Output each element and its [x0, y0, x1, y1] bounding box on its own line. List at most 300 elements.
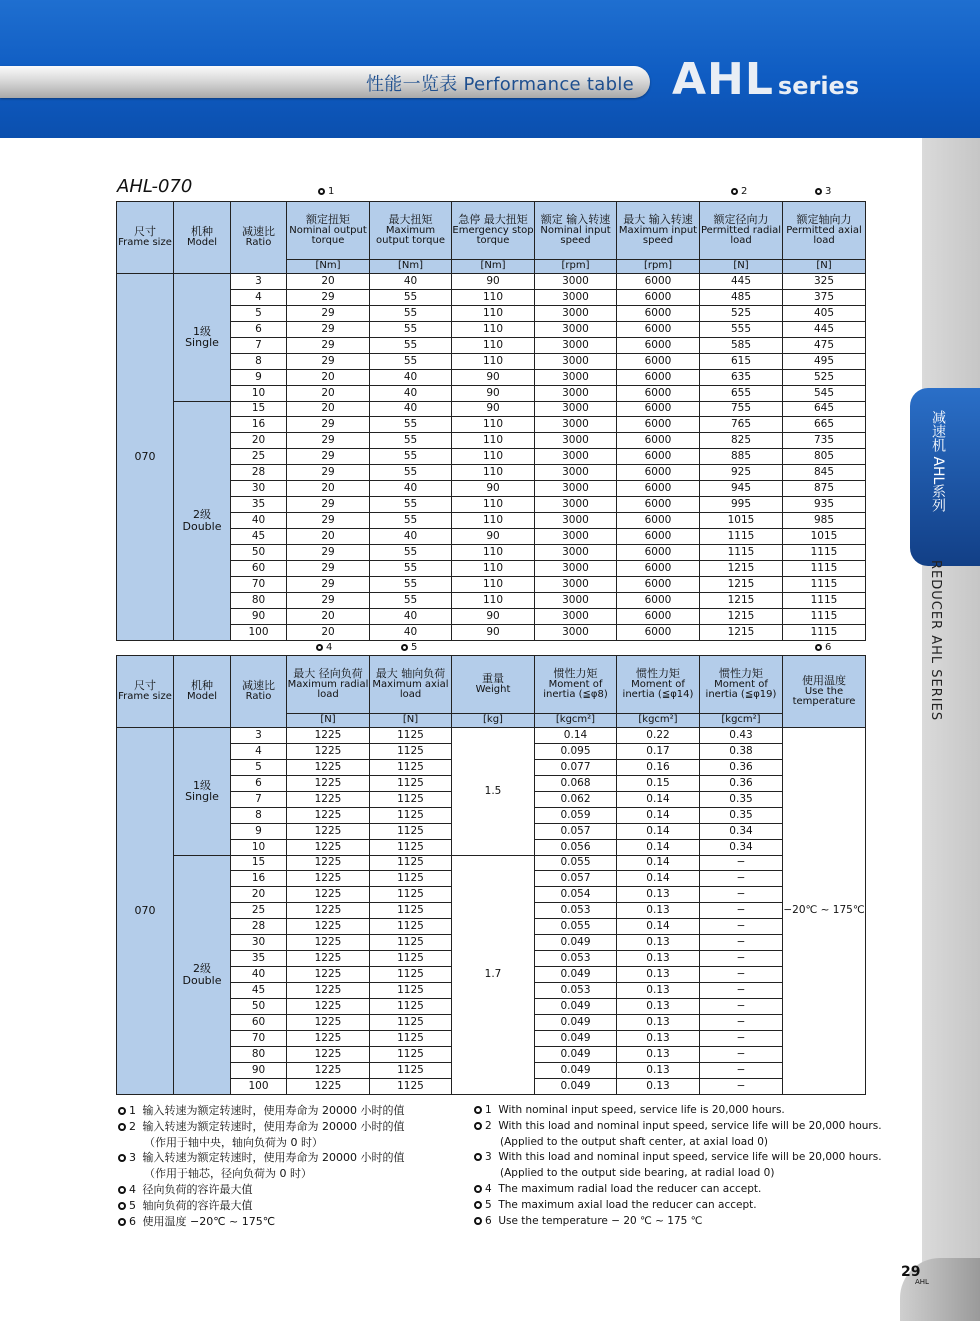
column-header-cn: 尺寸 — [134, 225, 156, 239]
table-cell: − — [700, 983, 783, 999]
table-cell: 1125 — [370, 1046, 452, 1062]
column-header — [231, 202, 287, 274]
table-cell: 29 — [287, 321, 370, 337]
table-cell: 55 — [370, 592, 452, 608]
column-header-en: Emergency stop torque — [452, 224, 534, 247]
column-unit: [N] — [370, 714, 452, 728]
table-cell: 0.057 — [535, 823, 617, 839]
column-unit: [rpm] — [535, 260, 617, 274]
table-cell: 0.049 — [535, 1062, 617, 1078]
table-cell: 0.049 — [535, 935, 617, 951]
table-cell: 6000 — [617, 481, 700, 497]
circle-icon — [118, 1154, 126, 1162]
table-cell: 935 — [783, 497, 866, 513]
table-cell: 3000 — [535, 576, 617, 592]
table-cell: 3000 — [535, 369, 617, 385]
table-cell: 10 — [231, 839, 287, 855]
table-cell: 3 — [231, 274, 287, 290]
table-cell: 100 — [231, 624, 287, 640]
weight-cell: 1.5 — [452, 728, 535, 856]
footnote-text: （作用于轴芯，径向负荷为 0 时） — [144, 1167, 312, 1181]
table-cell: 3000 — [535, 353, 617, 369]
footnote-line — [474, 1135, 882, 1151]
table-cell: 0.057 — [535, 871, 617, 887]
footnote-text: With this load and nominal input speed, service life will be 20,000 hours. — [498, 1119, 882, 1132]
column-header — [117, 202, 174, 274]
column-header — [617, 202, 700, 260]
table-cell: 28 — [231, 919, 287, 935]
column-header-en: Nominal input speed — [540, 224, 611, 247]
column-header-en: Permitted axial load — [786, 224, 862, 247]
table-cell: 0.14 — [617, 823, 700, 839]
table-cell: 1225 — [287, 1078, 370, 1094]
column-header-cn: 最大 轴向负荷 — [375, 667, 446, 681]
table-cell: 805 — [783, 449, 866, 465]
table-cell: 495 — [783, 353, 866, 369]
table-cell: 0.13 — [617, 951, 700, 967]
table-cell: 0.049 — [535, 1046, 617, 1062]
column-header-en: Moment of inertia (≦φ14) — [622, 678, 694, 701]
footnote-text: With nominal input speed, service life is 20,000 hours. — [498, 1104, 785, 1116]
table-cell: 3000 — [535, 305, 617, 321]
table-cell: 545 — [783, 385, 866, 401]
column-unit: [N] — [700, 260, 783, 274]
column-header — [535, 656, 617, 714]
frame-size-cell: 070 — [117, 274, 174, 641]
circle-icon — [474, 1217, 482, 1225]
table-cell: 445 — [700, 274, 783, 290]
table-cell: 1215 — [700, 560, 783, 576]
table-cell: 45 — [231, 529, 287, 545]
column-header-en: Ratio — [245, 237, 272, 249]
table-cell: 20 — [231, 887, 287, 903]
table-cell: 475 — [783, 337, 866, 353]
table-cell: 845 — [783, 465, 866, 481]
table-cell: 90 — [452, 385, 535, 401]
model-en: Double — [182, 973, 222, 987]
table-cell: 29 — [287, 544, 370, 560]
circle-icon — [401, 644, 408, 651]
table-cell: 1115 — [700, 544, 783, 560]
table-cell: 15 — [231, 855, 287, 871]
footnote-number: 2 — [129, 1119, 136, 1133]
table-cell: − — [700, 951, 783, 967]
table-cell: 985 — [783, 513, 866, 529]
footnote-line — [118, 1198, 404, 1214]
model-en: Single — [185, 790, 219, 804]
table-cell: 110 — [452, 576, 535, 592]
table-cell: 6000 — [617, 369, 700, 385]
table-cell: 29 — [287, 513, 370, 529]
circle-icon — [316, 644, 323, 651]
table-cell: 40 — [370, 529, 452, 545]
table-cell: 0.053 — [535, 983, 617, 999]
table-cell: 6000 — [617, 385, 700, 401]
table-cell: − — [700, 1046, 783, 1062]
footnote-marker: 2 — [731, 186, 747, 197]
table-cell: 6000 — [617, 497, 700, 513]
table-cell: 765 — [700, 417, 783, 433]
table-cell: 0.049 — [535, 998, 617, 1014]
table-cell: 0.14 — [617, 839, 700, 855]
table-cell: 6000 — [617, 513, 700, 529]
table-cell: 1125 — [370, 839, 452, 855]
column-header-cn: 惯性力矩 — [636, 667, 680, 681]
table-cell: 1125 — [370, 919, 452, 935]
footnote-text: 轴向负荷的容许最大值 — [142, 1198, 253, 1212]
table-cell: 29 — [287, 449, 370, 465]
footnote-line — [474, 1182, 882, 1198]
table-cell: 110 — [452, 433, 535, 449]
table-cell: 1125 — [370, 983, 452, 999]
table-cell: 6000 — [617, 544, 700, 560]
circle-icon — [118, 1218, 126, 1226]
table-cell: 6000 — [617, 449, 700, 465]
column-header-en: Use the temperature — [792, 685, 856, 708]
column-header-cn: 最大扭矩 — [388, 213, 433, 227]
table-cell: 1125 — [370, 871, 452, 887]
table-cell: 90 — [452, 481, 535, 497]
table-cell: 6000 — [617, 608, 700, 624]
table-cell: 1225 — [287, 903, 370, 919]
column-unit: [N] — [287, 714, 370, 728]
column-header-en: Maximum output torque — [376, 224, 445, 247]
table-cell: 40 — [370, 369, 452, 385]
table-cell: 110 — [452, 337, 535, 353]
table-cell: 29 — [287, 353, 370, 369]
table-cell: 1215 — [700, 624, 783, 640]
footnote-number: 5 — [129, 1198, 136, 1212]
column-header-cn: 重量 — [482, 672, 504, 686]
table-cell: 1125 — [370, 728, 452, 744]
table-cell: 20 — [287, 529, 370, 545]
table-cell: 0.14 — [535, 728, 617, 744]
column-unit: [Nm] — [452, 260, 535, 274]
table-cell: 110 — [452, 321, 535, 337]
table-cell: 1215 — [700, 576, 783, 592]
table-cell: 0.053 — [535, 951, 617, 967]
footnote-line — [118, 1150, 404, 1166]
table-cell: 29 — [287, 417, 370, 433]
circle-icon — [118, 1186, 126, 1194]
table-cell: 1225 — [287, 743, 370, 759]
table-cell: 1225 — [287, 759, 370, 775]
table-cell: 3000 — [535, 321, 617, 337]
weight-cell: 1.7 — [452, 855, 535, 1094]
table-cell: 0.049 — [535, 1014, 617, 1030]
table-cell: − — [700, 903, 783, 919]
table-cell: 40 — [231, 967, 287, 983]
table-cell: 1225 — [287, 1046, 370, 1062]
table-cell: 55 — [370, 465, 452, 481]
table-cell: 20 — [287, 385, 370, 401]
table-cell: 110 — [452, 513, 535, 529]
footnote-text: With this load and nominal input speed, service life will be 20,000 hours. — [498, 1151, 882, 1164]
column-header-en: Permitted radial load — [700, 224, 782, 247]
table-cell: 6 — [231, 321, 287, 337]
table-cell: 0.13 — [617, 887, 700, 903]
column-header-cn: 使用温度 — [802, 674, 846, 688]
column-header-en: Maximum input speed — [618, 224, 698, 247]
footnotes-chinese — [118, 1103, 404, 1229]
table-cell: 1125 — [370, 775, 452, 791]
table-cell: 80 — [231, 1046, 287, 1062]
table-cell: 55 — [370, 560, 452, 576]
footnote-line — [118, 1166, 404, 1182]
table-cell: 90 — [452, 624, 535, 640]
table-cell: 3000 — [535, 401, 617, 417]
table-cell: 90 — [231, 1062, 287, 1078]
table-cell: 1125 — [370, 967, 452, 983]
footnote-text: (Applied to the output shaft center, at axial load 0) — [500, 1135, 769, 1148]
table-cell: 29 — [287, 497, 370, 513]
table-cell: 80 — [231, 592, 287, 608]
side-vertical-label: REDUCER AHL SERIES — [928, 560, 943, 722]
table-cell: 0.049 — [535, 1078, 617, 1094]
table-cell: 1125 — [370, 1062, 452, 1078]
table-cell: 1015 — [700, 513, 783, 529]
footnote-number: 3 — [129, 1151, 136, 1165]
table-cell: 0.34 — [700, 839, 783, 855]
column-unit: [kgcm²] — [535, 714, 617, 728]
table-cell: 60 — [231, 560, 287, 576]
table-cell: 0.053 — [535, 903, 617, 919]
footnote-text: The maximum axial load the reducer can accept. — [498, 1198, 757, 1211]
table-cell: 28 — [231, 465, 287, 481]
table-cell: − — [700, 919, 783, 935]
table-cell: − — [700, 1014, 783, 1030]
circle-icon — [118, 1202, 126, 1210]
table-cell: 0.14 — [617, 855, 700, 871]
table-cell: 945 — [700, 481, 783, 497]
table-cell: 645 — [783, 401, 866, 417]
model-en: Single — [185, 336, 219, 350]
table-row — [117, 855, 866, 871]
table-cell: 0.22 — [617, 728, 700, 744]
column-header — [452, 656, 535, 714]
footnote-marker: 5 — [401, 642, 417, 653]
table-cell: 0.049 — [535, 967, 617, 983]
table-cell: 405 — [783, 305, 866, 321]
table-cell: 35 — [231, 497, 287, 513]
side-strip — [922, 138, 980, 1321]
table-cell: 1225 — [287, 775, 370, 791]
table-cell: 635 — [700, 369, 783, 385]
table-cell: − — [700, 855, 783, 871]
table-cell: 40 — [370, 624, 452, 640]
footnote-line — [118, 1103, 404, 1119]
column-unit: [kgcm²] — [700, 714, 783, 728]
table-cell: 1225 — [287, 887, 370, 903]
model-cn: 1级 — [193, 778, 211, 792]
column-unit: [kg] — [452, 714, 535, 728]
table-cell: 6000 — [617, 576, 700, 592]
column-header — [370, 656, 452, 714]
table-cell: 3000 — [535, 274, 617, 290]
table-cell: 3000 — [535, 592, 617, 608]
column-header-en: Weight — [475, 684, 511, 696]
table-cell: 0.068 — [535, 775, 617, 791]
column-header-cn: 机种 — [191, 225, 213, 239]
table-cell: 1225 — [287, 791, 370, 807]
table-cell: 20 — [287, 481, 370, 497]
footnote-number: 6 — [485, 1214, 492, 1227]
table-cell: − — [700, 871, 783, 887]
side-tab-label: 减速机 AHL系列 — [930, 410, 946, 513]
column-header — [783, 656, 866, 728]
table-cell: 55 — [370, 449, 452, 465]
table-cell: 875 — [783, 481, 866, 497]
table-cell: 0.13 — [617, 998, 700, 1014]
table-cell: 45 — [231, 983, 287, 999]
table-cell: − — [700, 1030, 783, 1046]
column-header — [700, 656, 783, 714]
header-row — [117, 202, 866, 260]
table-cell: 70 — [231, 1030, 287, 1046]
column-header-en: Model — [186, 237, 218, 249]
table-cell: 1215 — [700, 608, 783, 624]
table-cell: 3000 — [535, 608, 617, 624]
table-cell: 6000 — [617, 529, 700, 545]
table-cell: 3000 — [535, 560, 617, 576]
column-header-cn: 减速比 — [242, 225, 275, 239]
table-cell: 40 — [370, 481, 452, 497]
column-header-cn: 额定 输入转速 — [540, 213, 611, 227]
table-cell: 55 — [370, 513, 452, 529]
column-header — [700, 202, 783, 260]
table-cell: 0.36 — [700, 775, 783, 791]
page-number-sub: AHL — [915, 1278, 929, 1286]
table-cell: 1125 — [370, 935, 452, 951]
table-cell: − — [700, 935, 783, 951]
table-cell: 995 — [700, 497, 783, 513]
table-cell: 100 — [231, 1078, 287, 1094]
circle-icon — [731, 188, 738, 195]
column-header — [617, 656, 700, 714]
footnote-text: 输入转速为额定转速时，使用寿命为 20000 小时的值 — [142, 1119, 405, 1133]
model-double-cell — [174, 855, 231, 1094]
table-cell: 35 — [231, 951, 287, 967]
footnote-number: 1 — [129, 1104, 136, 1117]
table-cell: 110 — [452, 289, 535, 305]
table-cell: 29 — [287, 337, 370, 353]
table-cell: 0.055 — [535, 919, 617, 935]
table-cell: 20 — [287, 274, 370, 290]
table-cell: 6000 — [617, 274, 700, 290]
performance-table-1 — [116, 201, 866, 641]
table-cell: 6000 — [617, 401, 700, 417]
table-cell: 50 — [231, 998, 287, 1014]
table-cell: 0.34 — [700, 823, 783, 839]
table-cell: 110 — [452, 465, 535, 481]
table-cell: 0.38 — [700, 743, 783, 759]
table-cell: 665 — [783, 417, 866, 433]
table-cell: 735 — [783, 433, 866, 449]
footnote-line — [474, 1150, 882, 1166]
table-cell: 30 — [231, 481, 287, 497]
table-cell: 0.13 — [617, 935, 700, 951]
model-cn: 1级 — [193, 324, 211, 338]
column-header-cn: 急停 最大扭矩 — [458, 213, 528, 227]
table-cell: 4 — [231, 743, 287, 759]
table-cell: 3 — [231, 728, 287, 744]
table-cell: 1225 — [287, 983, 370, 999]
table-cell: 1225 — [287, 871, 370, 887]
footnote-number: 5 — [485, 1198, 492, 1211]
footnote-number: 6 — [129, 1214, 136, 1228]
table-cell: 0.13 — [617, 1030, 700, 1046]
table-cell: 1115 — [700, 529, 783, 545]
table-cell: 110 — [452, 497, 535, 513]
table-cell: − — [700, 998, 783, 1014]
page-number: 29 — [901, 1264, 921, 1280]
frame-size-cell: 070 — [117, 728, 174, 1095]
table-cell: 1115 — [783, 544, 866, 560]
table-cell: 25 — [231, 903, 287, 919]
table-cell: 40 — [231, 513, 287, 529]
table-cell: 1225 — [287, 919, 370, 935]
table-cell: 6000 — [617, 417, 700, 433]
footnotes-english — [474, 1103, 882, 1229]
table-cell: 1125 — [370, 998, 452, 1014]
table-cell: 3000 — [535, 289, 617, 305]
footnote-text: （作用于轴中央，轴向负荷为 0 时） — [144, 1135, 323, 1149]
table-cell: 30 — [231, 935, 287, 951]
footnote-line — [474, 1119, 882, 1135]
table-cell: 1215 — [700, 592, 783, 608]
table-cell: 0.13 — [617, 1078, 700, 1094]
table-cell: 0.062 — [535, 791, 617, 807]
table-cell: 3000 — [535, 385, 617, 401]
table-cell: 90 — [452, 369, 535, 385]
footnote-text: The maximum radial load the reducer can accept. — [498, 1182, 762, 1195]
circle-icon — [474, 1185, 482, 1193]
circle-icon — [474, 1201, 482, 1209]
column-header-cn: 额定轴向力 — [796, 213, 852, 227]
table-cell: 6000 — [617, 465, 700, 481]
table-cell: 9 — [231, 823, 287, 839]
table-cell: 1115 — [783, 624, 866, 640]
table-cell: 70 — [231, 576, 287, 592]
table-cell: 0.049 — [535, 1030, 617, 1046]
table-cell: 0.13 — [617, 1046, 700, 1062]
table-cell: 3000 — [535, 337, 617, 353]
column-header — [174, 202, 231, 274]
column-header-cn: 最大 输入转速 — [623, 213, 693, 227]
table-cell: 1125 — [370, 1078, 452, 1094]
table-cell: 1225 — [287, 807, 370, 823]
footnote-marker: 4 — [316, 642, 332, 653]
table-cell: 20 — [287, 608, 370, 624]
column-unit: [Nm] — [370, 260, 452, 274]
table-cell: 40 — [370, 274, 452, 290]
column-header-cn: 最大 径向负荷 — [293, 667, 363, 681]
footnote-line — [474, 1198, 882, 1214]
table-cell: 29 — [287, 289, 370, 305]
table-cell: 0.13 — [617, 983, 700, 999]
table-cell: − — [700, 1062, 783, 1078]
column-header — [783, 202, 866, 260]
column-header — [117, 656, 174, 728]
column-unit: [rpm] — [617, 260, 700, 274]
table-row — [117, 728, 866, 744]
table-cell: 1115 — [783, 608, 866, 624]
table-cell: 6000 — [617, 560, 700, 576]
table-cell: 0.13 — [617, 903, 700, 919]
model-title: AHL-070 — [117, 176, 193, 197]
table-cell: 6000 — [617, 305, 700, 321]
table-cell: 1125 — [370, 903, 452, 919]
